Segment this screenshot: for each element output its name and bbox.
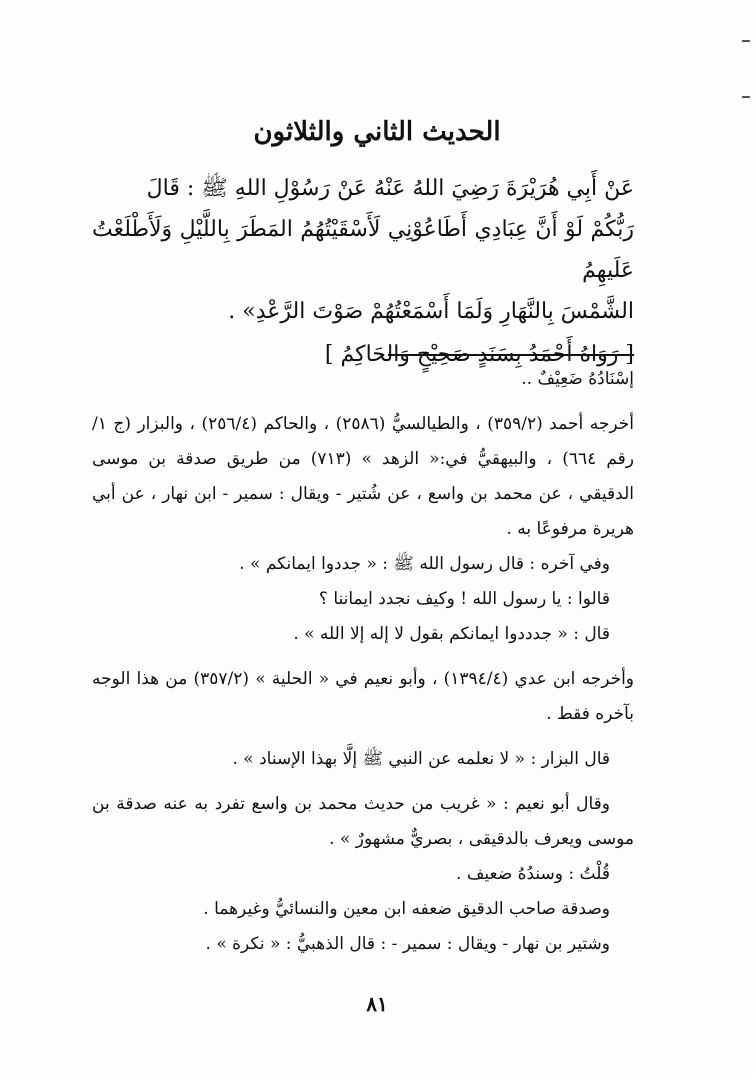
- commentary-paragraph: قال : « جدددوا ايمانكم بقول لا إله إلا الله » .: [293, 624, 610, 644]
- commentary-paragraph: أخرجه أحمد (٣٥٩/٢) ، والطيالسيُّ (٢٥٨٦) ، والحاكم (٢٥٦/٤) ، والبزار (ج ١/ رقم ٦٦٤) ، والبيهقيُّ في:« الزهد » (٧١٣) من طريق صدقة بن موسى الدقيقي ، عن محمد بن واسع ، عن شُتير - ويقال : سمير - ابن نهار ، عن أبي هريرة مرفوعًا به .: [92, 414, 634, 539]
- commentary-paragraph: قالوا : يا رسول الله ! وكيف نجدد ايماننا ؟: [318, 589, 610, 609]
- commentary-paragraph: وقال أبو نعيم : « غريب من حديث محمد بن واسع تفرد به عنه صدقة بن موسى ويعرف بالدقيقى ، بصريٌّ مشهورٌ » .: [92, 794, 634, 849]
- commentary-heading: إسْنَادُهُ ضَعِيْفٌ ..: [521, 369, 634, 389]
- commentary-paragraph: وشتير بن نهار - ويقال : سمير - : قال الذهبيُّ : « نكرة » .: [205, 934, 610, 954]
- hadith-line: رَبُّكُمْ لَوْ أَنَّ عِبَادِي أَطَاعُوْنِي لَأَسْقَيْتُهُمُ المَطَرَ بِاللَّيْلِ وَلَأَطْلَعْتُ عَلَيهِمُ: [92, 217, 634, 283]
- commentary-paragraph: قُلْتُ : وسندُهُ ضعيف .: [456, 864, 610, 884]
- commentary-paragraph: وفي آخره : قال رسول الله ﷺ : « جددوا ايمانكم » .: [239, 554, 610, 574]
- commentary: [92, 362, 634, 962]
- footnote-divider: [388, 354, 634, 356]
- scan-edge-mark: [742, 40, 750, 42]
- commentary-paragraph: قال البزار : « لا نعلمه عن النبي ﷺ إلَّا بهذا الإسناد » .: [232, 749, 610, 769]
- hadith-line: الشَّمْسَ بِالنَّهَارِ وَلَمَا أَسْمَعْتُهُمْ صَوْتَ الرَّعْدِ» .: [228, 299, 634, 324]
- hadith-text: [92, 168, 634, 375]
- hadith-title: الحديث الثاني والثلاثون: [253, 117, 501, 147]
- page-number: ٨١: [366, 992, 388, 1016]
- commentary-paragraph: وأخرجه ابن عدي (١٣٩٤/٤) ، وأبو نعيم في « الحلية » (٣٥٧/٢) من هذا الوجه بآخره فقط .: [92, 669, 635, 724]
- commentary-paragraph: وصدقة صاحب الدقيق ضعفه ابن معين والنسائيُّ وغيرهما .: [203, 899, 610, 919]
- hadith-line: عَنْ أَبِي هُرَيْرَةَ رَضِيَ اللهُ عَنْهُ عَنْ رَسُوْلِ اللهِ ﷺ : قَالَ: [146, 176, 634, 201]
- scan-edge-mark: [742, 96, 750, 98]
- hadith-source: [ رَوَاهُ أَحْمَدُ بِسَنَدٍ صَحِيْحٍ وَالحَاكِمُ ]: [324, 342, 634, 367]
